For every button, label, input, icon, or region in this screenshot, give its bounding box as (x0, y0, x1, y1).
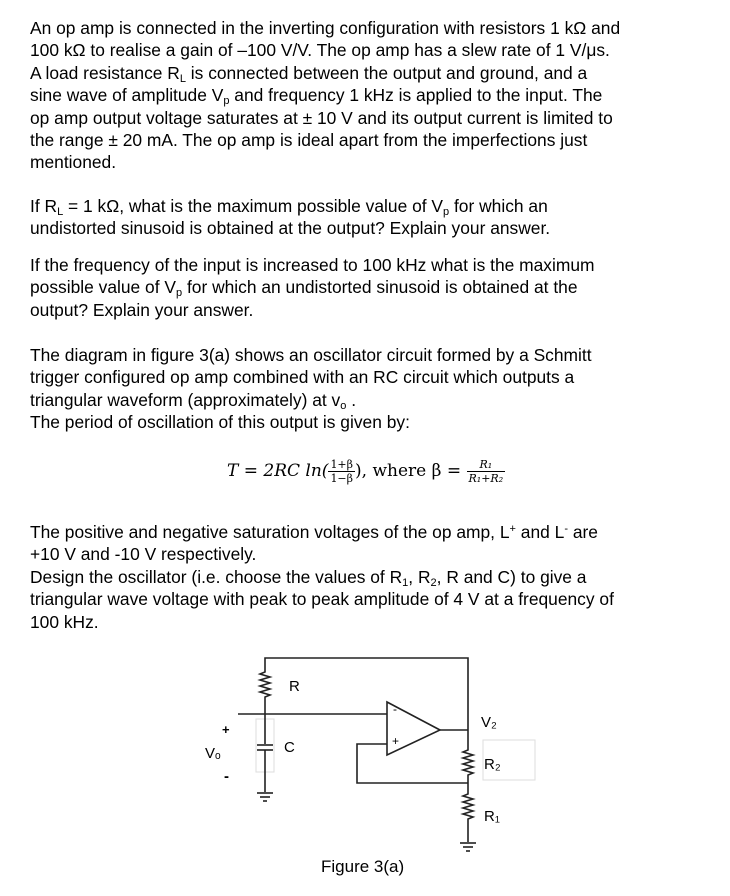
superscript: - (564, 523, 568, 535)
label-r1: R₁ (484, 808, 500, 825)
text-segment: If the frequency of the input is increased to 100 kHz what is the maximum (30, 255, 595, 275)
noninverting-feedback-wire (357, 744, 468, 783)
text-segment: output? Explain your answer. (30, 299, 254, 320)
text-segment: The positive and negative saturation voltages of the op amp, L (30, 522, 510, 542)
fraction-denominator: 1−β (330, 472, 354, 485)
text-segment: for which an undistorted sinusoid is obtained at the (182, 277, 578, 298)
fraction-numerator: 1+β (330, 458, 354, 471)
resistor-r-icon (260, 668, 270, 714)
text-segment: trigger configured op amp combined with an RC circuit which outputs a (30, 367, 575, 388)
text-segment: = 1 kΩ, what is the maximum possible value of V (63, 196, 444, 216)
text-segment: and frequency 1 kHz is applied to the input. The (229, 85, 603, 106)
subscript: 1 (402, 576, 409, 589)
text-segment: . (346, 389, 357, 410)
label-r: R (289, 678, 300, 695)
feedback-wire (265, 658, 468, 748)
text-segment: for which an (449, 196, 548, 216)
subscript: L (179, 72, 186, 85)
text-segment: possible value of V (30, 277, 176, 298)
superscript: + (509, 523, 516, 535)
subscript: 2 (430, 576, 437, 589)
subscript: p (223, 95, 230, 108)
ground-icon (257, 793, 273, 801)
text-segment: triangular waveform (approximately) at v (30, 389, 341, 410)
text-segment: The period of oscillation of this output is given by: (30, 412, 410, 433)
fraction-numerator: R₁ (467, 458, 506, 472)
text-segment: are (568, 522, 598, 542)
formula-lhs: T = 2RC ln( (227, 461, 329, 481)
subscript: p (175, 287, 183, 300)
text-segment: The diagram in figure 3(a) shows an oscillator circuit formed by a Schmitt (30, 345, 592, 365)
label-minus: - (224, 768, 229, 785)
text-segment: mentioned. (30, 152, 117, 173)
text-segment: +10 V and -10 V respectively. (30, 544, 257, 565)
label-vo: Vₒ (205, 745, 221, 762)
text-segment: 100 kHz. (30, 611, 99, 632)
text-segment: , R (408, 566, 431, 587)
label-v2: V₂ (481, 714, 497, 731)
text-segment: triangular wave voltage with peak to peak amplitude of 4 V at a frequency of (30, 589, 614, 610)
formula-mid: ), where β = (355, 461, 467, 481)
text-segment: A load resistance R (30, 62, 180, 83)
label-plus: + (222, 722, 230, 737)
text-segment: op amp output voltage saturates at ± 10 V and its output current is limited to (30, 107, 613, 128)
label-c: C (284, 739, 295, 756)
fraction-denominator: R₁+R₂ (468, 472, 504, 485)
text-segment: Design the oscillator (i.e. choose the values of R (30, 566, 403, 587)
text-segment: 100 kΩ to realise a gain of –100 V/V. The op amp has a slew rate of 1 V/μs. (30, 40, 610, 61)
text-segment: the range ± 20 mA. The op amp is ideal apart from the imperfections just (30, 130, 588, 151)
figure-caption: Figure 3(a) (321, 857, 405, 876)
label-r2: R₂ (484, 756, 501, 773)
opamp-plus-label: + (392, 734, 400, 748)
text-segment: is connected between the output and ground, and a (185, 62, 588, 83)
text-segment: An op amp is connected in the inverting configuration with resistors 1 kΩ and (30, 18, 621, 38)
text-segment: and L (515, 522, 565, 542)
subscript: p (443, 206, 450, 218)
text-segment: , R and C) to give a (436, 566, 587, 587)
text-segment: sine wave of amplitude V (30, 85, 224, 106)
subscript: o (340, 399, 347, 412)
text-segment: undistorted sinusoid is obtained at the output? Explain your answer. (30, 218, 551, 239)
opamp-minus-label: - (393, 702, 397, 716)
text-segment: If R (30, 196, 58, 216)
subscript: L (57, 206, 64, 218)
ground-icon (460, 843, 476, 851)
resistor-r1-icon (463, 790, 473, 842)
